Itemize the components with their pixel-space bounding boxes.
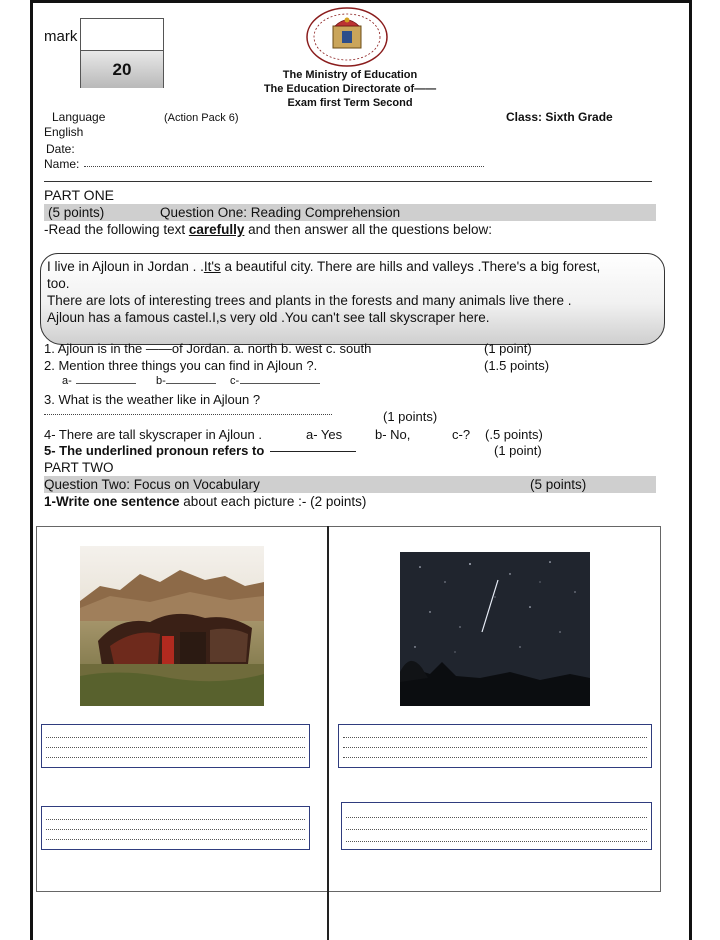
question-4-option-a: a- Yes (306, 427, 343, 442)
question-5: 5- The underlined pronoun refers to (44, 443, 265, 458)
language-label: Language (52, 110, 106, 124)
question-one-title: Question One: Reading Comprehension (160, 205, 401, 220)
subject-label: English (44, 125, 84, 139)
instruction-suffix: and then answer all the questions below: (244, 222, 493, 237)
question-4-points: (.5 points) (485, 427, 543, 442)
vocabulary-instruction (44, 494, 366, 509)
answer-a-line[interactable] (76, 383, 136, 384)
book-label: (Action Pack 6) (164, 112, 239, 124)
reading-instruction (44, 222, 492, 237)
question-2: 2. Mention three things you can find in Ajloun ?. (44, 358, 318, 373)
picture-2-answer-box-1[interactable] (338, 724, 652, 768)
answer-c-label: c- (230, 375, 240, 387)
pictures-divider (327, 526, 329, 940)
part-one-points: (5 points) (48, 205, 105, 220)
ministry-heading (250, 68, 450, 110)
question-4-option-b: b- No, (375, 427, 411, 442)
ministry-seal-icon (302, 6, 392, 68)
passage-line-1-end: a beautiful city. There are hills and valleys .There's a big forest, (220, 259, 601, 274)
passage-line-4: Ajloun has a famous castel.I,s very old .You can't see tall skyscraper here. (47, 310, 490, 325)
underlined-pronoun: It's (203, 259, 221, 274)
question-1-points: (1 point) (484, 341, 532, 356)
exam-term-line: Exam first Term Second (287, 97, 413, 109)
header-divider (44, 181, 652, 182)
name-answer-line[interactable] (84, 166, 484, 167)
ministry-name: The Ministry of Education (282, 69, 418, 81)
question-4: 4- There are tall skyscraper in Ajloun . (44, 427, 262, 442)
instruction-rest: about each picture :- (2 points) (179, 494, 367, 509)
picture-1-answer-box-2[interactable] (41, 806, 310, 850)
instruction-emphasis: carefully (188, 222, 245, 237)
date-label: Date: (46, 142, 75, 156)
passage-line-3: There are lots of interesting trees and plants in the forests and many animals live there . (47, 293, 572, 308)
part-two-points: (5 points) (530, 477, 587, 492)
passage-line-2: too. (47, 276, 70, 291)
question-3-answer-line[interactable] (44, 414, 332, 415)
picture-2-answer-box-2[interactable] (341, 802, 652, 850)
answer-b-line[interactable] (166, 383, 216, 384)
question-2-points: (1.5 points) (484, 358, 550, 373)
question-3-points: (1 points) (383, 409, 438, 424)
answer-c-line[interactable] (240, 383, 320, 384)
part-one-title: PART ONE (44, 187, 115, 203)
answer-b-label: b- (156, 375, 166, 387)
instruction-prefix: -Read the following text (44, 222, 189, 237)
question-3: 3. What is the weather like in Ajloun ? (44, 392, 261, 407)
instruction-bold-part: 1-Write one sentence (44, 494, 180, 509)
night-sky-picture (400, 552, 590, 706)
question-5-answer-line[interactable] (270, 451, 356, 452)
question-1: 1. Ajloun is in the ——of Jordan. a. north b. west c. south (44, 341, 372, 356)
picture-1-answer-box-1[interactable] (41, 724, 310, 768)
question-two-title: Question Two: Focus on Vocabulary (44, 477, 260, 492)
answer-a-label: a- (62, 375, 72, 387)
passage-line-1 (47, 258, 658, 275)
passage-line-1-start: I live in Ajloun in Jordan . . (47, 259, 204, 274)
name-label: Name: (44, 157, 80, 171)
mark-label: mark (44, 28, 78, 45)
mark-total: 20 (81, 51, 163, 88)
question-4-option-c: c-? (452, 427, 471, 442)
mark-box (80, 18, 164, 88)
question-5-points: (1 point) (494, 443, 542, 458)
part-two-title: PART TWO (44, 460, 114, 475)
reading-passage (40, 253, 665, 345)
mark-box-blank (81, 19, 163, 51)
desert-tent-picture (80, 546, 264, 706)
directorate-line: The Education Directorate of—— (263, 83, 437, 95)
class-label: Class: Sixth Grade (506, 110, 613, 124)
